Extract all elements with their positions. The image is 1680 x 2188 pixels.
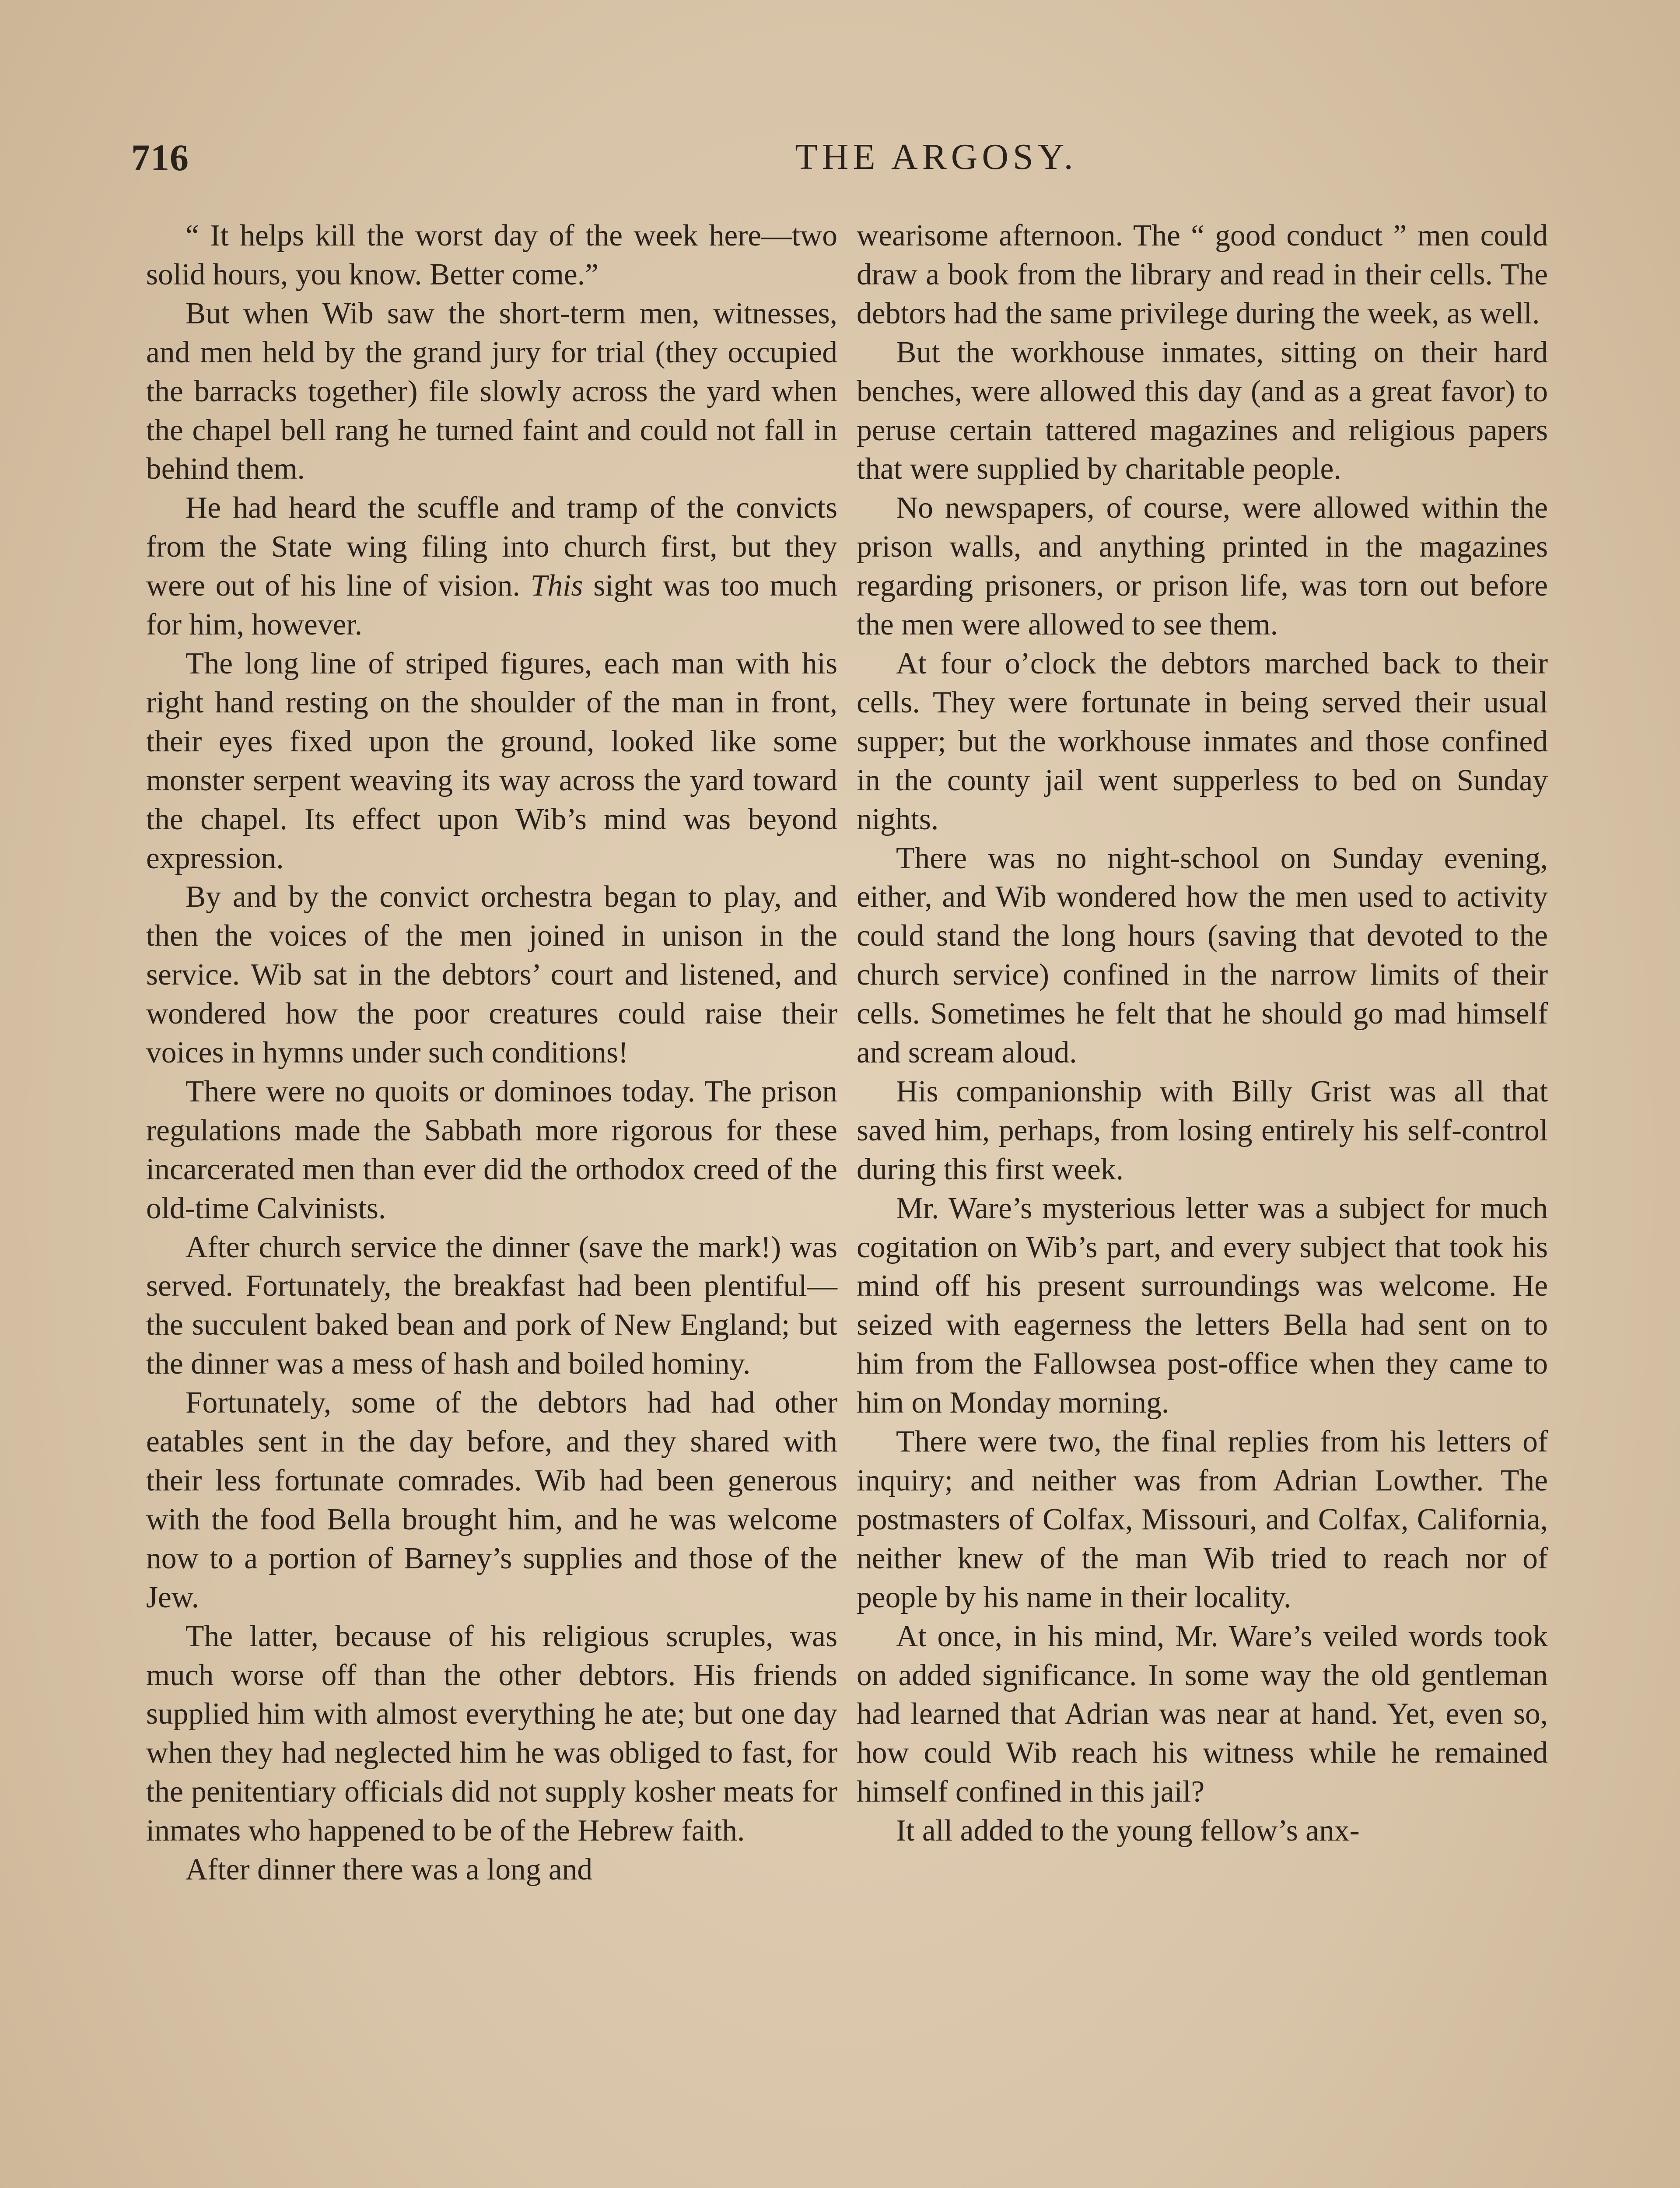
page-header (131, 136, 1531, 184)
paragraph: At four o’clock the debtors marched back to their cells. They were fortunate in being served their usual supper; but the workhouse inmates and those confined in the county jail went supperless to bed on Sunday nights. (857, 646, 1548, 836)
paragraph: But when Wib saw the short-term men, witnesses, and men held by the grand jury for trial (they occupied the barracks together) file slowly across the yard when the chapel bell rang he turned faint and could not fall in behind them. (146, 296, 837, 486)
left-column (146, 217, 837, 1890)
paragraph: There were two, the final replies from his letters of inquiry; and neither was from Adrian Lowther. The postmasters of Colfax, Missouri, and Colfax, California, neither knew of the man Wib tried to reach nor of people by his name in their locality. (857, 1425, 1548, 1614)
paragraph: No newspapers, of course, were allowed within the prison walls, and anything printed in the magazines regarding prisoners, or prison life, was torn out before the men were allowed to see them. (857, 491, 1548, 642)
paragraph: He had heard the scuffle and tramp of the convicts from the State wing filing into church first, but they were out of his line of vision. This sight was too much for him, however. (146, 491, 838, 642)
paragraph: There was no night-school on Sunday evening, either, and Wib wondered how the men used to activity could stand the long hours (saving that devoted to the church service) confined in the narrow limits of their cells. Sometimes he felt that he should go mad himself and scream aloud. (857, 841, 1548, 1070)
paragraph: “ It helps kill the worst day of the week here—two solid hours, you know. Better come.” (146, 219, 837, 291)
paragraph: The long line of striped figures, each man with his right hand resting on the shoulder of the man in front, their eyes fixed upon the ground, looked like some monster serpent weaving its way across the yard toward the chapel. Its effect upon Wib’s mind was beyond expression. (146, 646, 837, 875)
page-number: 716 (131, 137, 189, 179)
right-column (857, 217, 1548, 1851)
paragraph: The latter, because of his religious scruples, was much worse off than the other debtors. His friends supplied him with almost everything he ate; but one day when they had neglected him he was obliged to fast, for the penitentiary officials did not supply kosher meats for inmates who happened to be of the Hebrew faith. (146, 1619, 837, 1848)
paragraph: After church service the dinner (save the mark!) was served. Fortunately, the breakfast had been plentiful—the succulent baked bean and pork of New England; but the dinner was a mess of hash and boiled hominy. (146, 1230, 837, 1381)
paragraph: At once, in his mind, Mr. Ware’s veiled words took on added significance. In some way the old gentleman had learned that Adrian was near at hand. Yet, even so, how could Wib reach his witness while he remained himself confined in this jail? (857, 1619, 1548, 1809)
emphasis: This (530, 569, 583, 603)
paragraph: But the workhouse inmates, sitting on their hard benches, were allowed this day (and as a great favor) to peruse certain tattered magazines and religious papers that were supplied by charitable people. (857, 335, 1548, 486)
paragraph: After dinner there was a long and (186, 1853, 593, 1887)
paragraph: By and by the convict orchestra began to play, and then the voices of the men joined in unison in the service. Wib sat in the debtors’ court and listened, and wondered how the poor creatures could raise their voices in hymns under such conditions! (146, 880, 837, 1070)
running-title: THE ARGOSY. (795, 137, 1078, 177)
paragraph: His companionship with Billy Grist was all that saved him, perhaps, from losing entirely his self-control during this first week. (857, 1074, 1548, 1186)
paragraph: There were no quoits or dominoes today. The prison regulations made the Sabbath more rigorous for these incarcerated men than ever did the orthodox creed of the old-time Calvinists. (146, 1074, 837, 1225)
paragraph: Mr. Ware’s mysterious letter was a subject for much cogitation on Wib’s part, and every subject that took his mind off his present surroundings was welcome. He seized with eagerness the letters Bella had sent on to him from the Fallowsea post-office when they came to him on Monday morning. (857, 1191, 1548, 1420)
paragraph: Fortunately, some of the debtors had had other eatables sent in the day before, and they shared with their less fortunate comrades. Wib had been generous with the food Bella brought him, and he was welcome now to a portion of Barney’s supplies and those of the Jew. (146, 1386, 837, 1614)
paragraph-continuation: wearisome afternoon. The “ good conduct ” men could draw a book from the library and read in their cells. The debtors had the same privilege during the week, as well. (857, 219, 1548, 330)
paragraph: It all added to the young fellow’s anx- (896, 1814, 1360, 1848)
